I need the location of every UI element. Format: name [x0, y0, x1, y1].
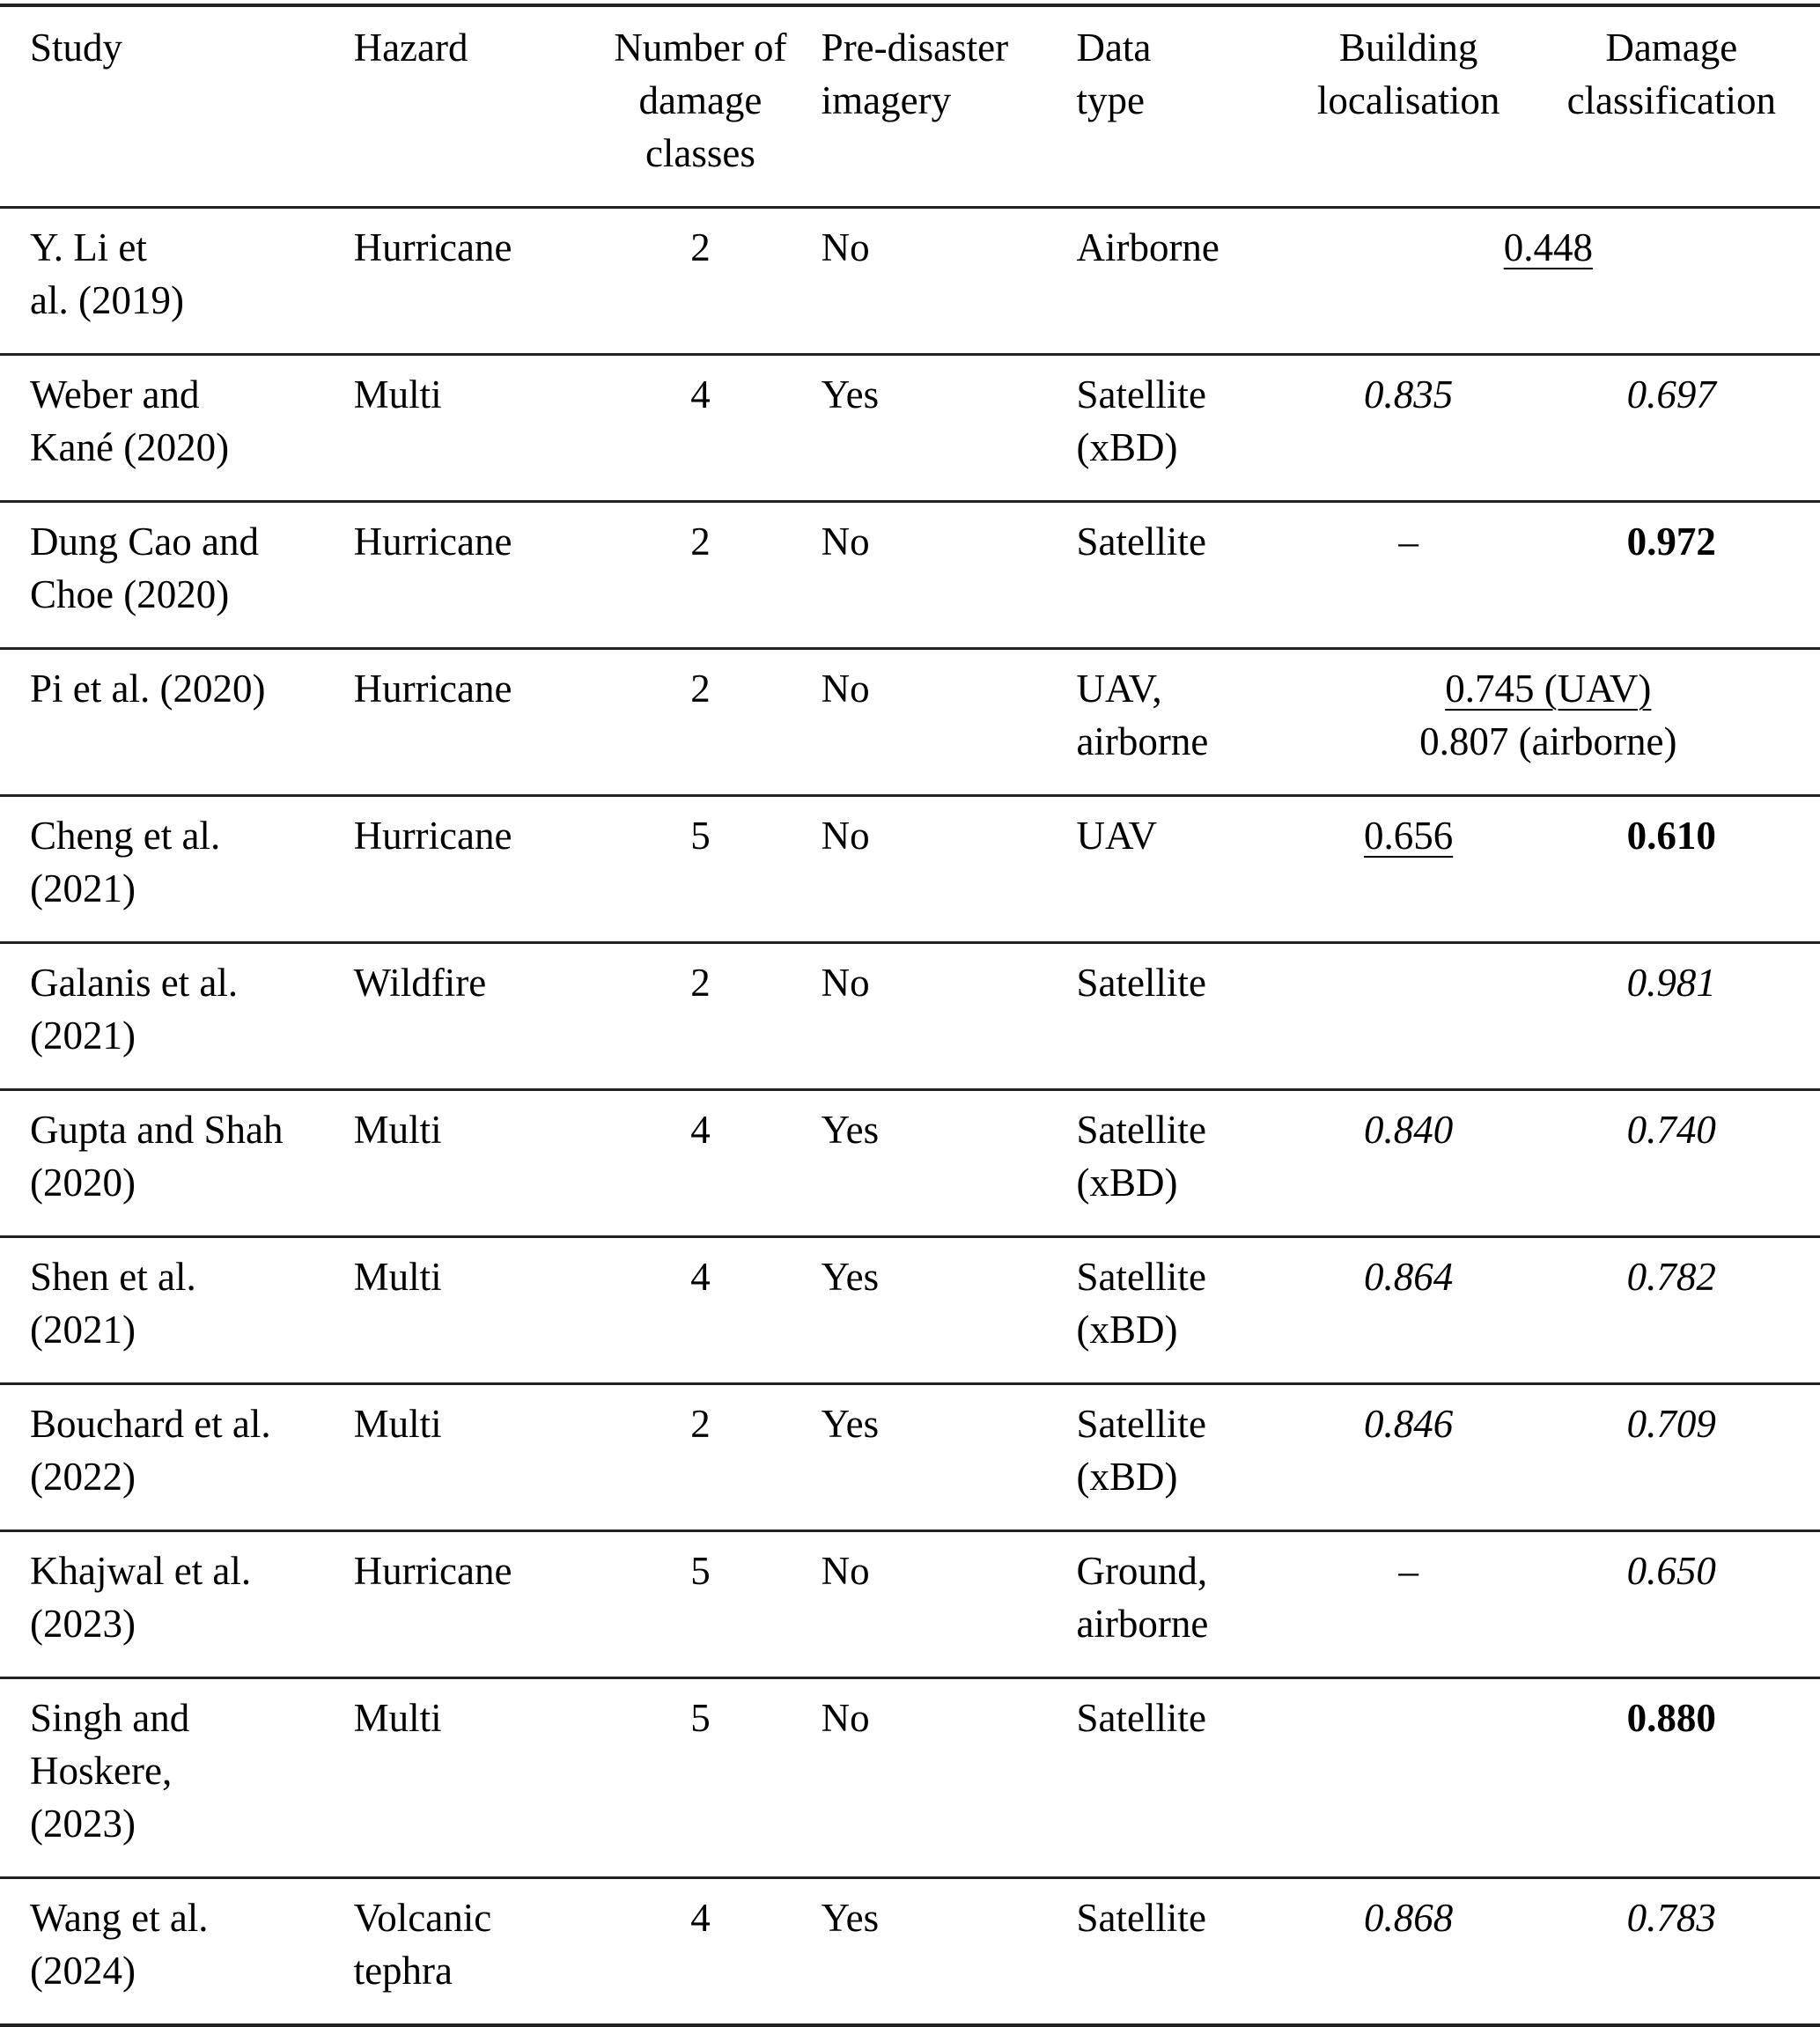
- cell-num-classes-text: 2: [690, 520, 711, 564]
- cell-num-classes: [579, 649, 821, 796]
- cell-study-text: Singh and: [30, 1696, 190, 1740]
- cell-data-type-text: Satellite: [1076, 961, 1206, 1005]
- cell-pre-disaster: [822, 355, 1077, 502]
- cell-hazard: [354, 943, 580, 1090]
- cell-pre-disaster-text: Yes: [821, 1255, 880, 1299]
- cell-building-localisation: [1277, 1384, 1541, 1531]
- cell-study-text: Pi et al. (2020): [30, 667, 266, 711]
- cell-hazard-text: Multi: [353, 372, 442, 416]
- cell-pre-disaster-text: No: [821, 1696, 870, 1740]
- cell-damage-classification: [1541, 502, 1820, 649]
- cell-building-localisation: [1277, 1090, 1541, 1237]
- cell-num-classes: [579, 1678, 821, 1878]
- cell-damage-classification-value: 0.783: [1626, 1896, 1716, 1940]
- cell-pre-disaster-text: No: [821, 520, 870, 564]
- header-num-classes-line: damage: [638, 78, 763, 122]
- cell-num-classes: [579, 943, 821, 1090]
- cell-study-text: Choe (2020): [30, 572, 230, 616]
- cell-hazard: [354, 1237, 580, 1384]
- cell-hazard: [354, 1384, 580, 1531]
- cell-building-localisation: [1277, 796, 1541, 943]
- cell-damage-classification-value: 0.880: [1626, 1696, 1716, 1740]
- cell-study-text: (2020): [30, 1161, 136, 1205]
- table-row: [0, 1237, 1820, 1384]
- header-num-classes-line: Number of: [614, 26, 787, 70]
- cell-pre-disaster: [822, 1384, 1077, 1531]
- cell-combined-score: [1277, 649, 1820, 796]
- cell-damage-classification: [1541, 1090, 1820, 1237]
- table-row: [0, 1090, 1820, 1237]
- cell-num-classes: [579, 1384, 821, 1531]
- cell-study-text: (2023): [30, 1602, 136, 1646]
- cell-data-type-text: Satellite: [1076, 372, 1206, 416]
- cell-data-type-text: Satellite: [1076, 520, 1206, 564]
- cell-study-text: Hoskere,: [30, 1749, 173, 1793]
- cell-damage-classification: [1541, 943, 1820, 1090]
- header-data-line: Data: [1076, 26, 1152, 70]
- cell-data-type-text: (xBD): [1076, 425, 1178, 469]
- cell-data-type: [1076, 355, 1276, 502]
- header-study: [0, 5, 354, 208]
- cell-num-classes: [579, 502, 821, 649]
- cell-pre-disaster-text: Yes: [821, 1108, 880, 1152]
- combined-score-value: 0.448: [1503, 225, 1593, 269]
- cell-building-localisation-value: 0.835: [1363, 372, 1454, 416]
- cell-study-text: Bouchard et al.: [30, 1402, 271, 1446]
- cell-pre-disaster: [822, 943, 1077, 1090]
- comparison-table: [0, 4, 1820, 2027]
- header-row: [0, 5, 1820, 208]
- cell-num-classes-text: 2: [690, 1402, 711, 1446]
- header-pre-line: Pre-disaster: [821, 26, 1009, 70]
- header-pre-disaster: [822, 5, 1077, 208]
- cell-study-text: Wang et al.: [30, 1896, 209, 1940]
- cell-damage-classification: [1541, 1237, 1820, 1384]
- cell-study: [0, 649, 354, 796]
- cell-building-localisation: [1277, 1531, 1541, 1678]
- cell-pre-disaster-text: No: [821, 667, 870, 711]
- cell-study-text: Y. Li et: [30, 225, 147, 269]
- cell-building-localisation: [1277, 1878, 1541, 2026]
- cell-pre-disaster-text: Yes: [821, 372, 880, 416]
- cell-damage-classification-value: 0.610: [1626, 814, 1716, 858]
- cell-hazard-text: tephra: [353, 1949, 453, 1993]
- cell-pre-disaster: [822, 1531, 1077, 1678]
- cell-hazard: [354, 1090, 580, 1237]
- cell-hazard: [354, 1531, 580, 1678]
- cell-hazard: [354, 649, 580, 796]
- header-hazard: [354, 5, 580, 208]
- cell-study-text: (2021): [30, 866, 136, 910]
- cell-hazard: [354, 208, 580, 355]
- table-row: [0, 208, 1820, 355]
- header-pre-line: imagery: [821, 78, 952, 122]
- cell-damage-classification: [1541, 1878, 1820, 2026]
- cell-num-classes-text: 5: [690, 814, 711, 858]
- cell-data-type: [1076, 1531, 1276, 1678]
- cell-data-type-text: Satellite: [1076, 1255, 1206, 1299]
- cell-building-localisation-value: 0.840: [1363, 1108, 1454, 1152]
- cell-num-classes-text: 2: [690, 667, 711, 711]
- table-row: [0, 1531, 1820, 1678]
- cell-num-classes-text: 4: [690, 1108, 711, 1152]
- header-bld-line: localisation: [1316, 78, 1500, 122]
- cell-hazard-text: Wildfire: [353, 961, 487, 1005]
- header-study-label: Study: [30, 26, 123, 70]
- cell-building-localisation-value: 0.656: [1363, 814, 1454, 858]
- cell-num-classes-text: 2: [690, 225, 711, 269]
- cell-damage-classification: [1541, 355, 1820, 502]
- cell-data-type-text: Ground,: [1076, 1549, 1208, 1593]
- table-row: [0, 1878, 1820, 2026]
- cell-damage-classification: [1541, 1384, 1820, 1531]
- cell-num-classes: [579, 1090, 821, 1237]
- cell-building-localisation-value: 0.846: [1363, 1402, 1454, 1446]
- cell-study: [0, 1090, 354, 1237]
- cell-study-text: Gupta and Shah: [30, 1108, 284, 1152]
- cell-study: [0, 1237, 354, 1384]
- cell-data-type: [1076, 1678, 1276, 1878]
- cell-damage-classification-value: 0.740: [1626, 1108, 1716, 1152]
- header-num-classes: [579, 5, 821, 208]
- cell-data-type-text: (xBD): [1076, 1161, 1178, 1205]
- cell-study-text: Weber and: [30, 372, 200, 416]
- cell-damage-classification: [1541, 1531, 1820, 1678]
- cell-pre-disaster: [822, 1237, 1077, 1384]
- cell-pre-disaster: [822, 502, 1077, 649]
- cell-data-type: [1076, 208, 1276, 355]
- cell-hazard: [354, 1678, 580, 1878]
- cell-study: [0, 1878, 354, 2026]
- cell-building-localisation-value: –: [1398, 520, 1418, 564]
- cell-data-type: [1076, 1878, 1276, 2026]
- cell-damage-classification-value: 0.782: [1626, 1255, 1716, 1299]
- cell-building-localisation: [1277, 355, 1541, 502]
- cell-study-text: Cheng et al.: [30, 814, 221, 858]
- cell-data-type-text: Satellite: [1076, 1696, 1206, 1740]
- cell-num-classes-text: 4: [690, 1896, 711, 1940]
- cell-hazard-text: Hurricane: [353, 667, 512, 711]
- cell-damage-classification-value: 0.972: [1626, 520, 1716, 564]
- header-damage-classification: [1541, 5, 1820, 208]
- header-dmg-line: Damage: [1605, 26, 1738, 70]
- cell-pre-disaster-text: No: [821, 814, 870, 858]
- cell-pre-disaster: [822, 1878, 1077, 2026]
- cell-data-type-text: airborne: [1076, 1602, 1209, 1646]
- cell-pre-disaster: [822, 1678, 1077, 1878]
- header-num-classes-line: classes: [645, 131, 755, 175]
- cell-data-type-text: Satellite: [1076, 1108, 1206, 1152]
- cell-damage-classification: [1541, 1678, 1820, 1878]
- cell-study-text: Dung Cao and: [30, 520, 259, 564]
- cell-hazard-text: Hurricane: [353, 1549, 512, 1593]
- cell-study: [0, 502, 354, 649]
- cell-damage-classification: [1541, 796, 1820, 943]
- cell-damage-classification-value: 0.709: [1626, 1402, 1716, 1446]
- table-body: [0, 208, 1820, 2026]
- cell-data-type: [1076, 1090, 1276, 1237]
- cell-study: [0, 943, 354, 1090]
- cell-data-type-text: Satellite: [1076, 1896, 1206, 1940]
- cell-study: [0, 1678, 354, 1878]
- cell-data-type: [1076, 649, 1276, 796]
- cell-data-type: [1076, 1384, 1276, 1531]
- cell-pre-disaster-text: No: [821, 1549, 870, 1593]
- cell-damage-classification-value: 0.981: [1626, 961, 1716, 1005]
- cell-pre-disaster-text: No: [821, 961, 870, 1005]
- cell-building-localisation: [1277, 502, 1541, 649]
- cell-hazard-text: Multi: [353, 1108, 442, 1152]
- cell-study-text: (2021): [30, 1308, 136, 1352]
- cell-damage-classification-value: 0.650: [1626, 1549, 1716, 1593]
- header-data-line: type: [1076, 78, 1145, 122]
- cell-hazard-text: Multi: [353, 1696, 442, 1740]
- cell-building-localisation-value: 0.864: [1363, 1255, 1454, 1299]
- cell-study: [0, 1384, 354, 1531]
- cell-data-type-text: airborne: [1076, 719, 1209, 763]
- table-row: [0, 502, 1820, 649]
- cell-data-type-text: Airborne: [1076, 225, 1219, 269]
- cell-num-classes-text: 2: [690, 961, 711, 1005]
- header-dmg-line: classification: [1566, 78, 1776, 122]
- cell-num-classes-text: 5: [690, 1549, 711, 1593]
- cell-building-localisation-value: 0.868: [1363, 1896, 1454, 1940]
- cell-hazard-text: Multi: [353, 1255, 442, 1299]
- header-data-type: [1076, 5, 1276, 208]
- cell-study-text: (2021): [30, 1014, 136, 1058]
- cell-data-type: [1076, 502, 1276, 649]
- cell-study: [0, 796, 354, 943]
- cell-study: [0, 208, 354, 355]
- cell-hazard-text: Hurricane: [353, 225, 512, 269]
- cell-num-classes: [579, 1878, 821, 2026]
- cell-hazard-text: Hurricane: [353, 520, 512, 564]
- cell-study-text: (2022): [30, 1455, 136, 1499]
- cell-pre-disaster: [822, 1090, 1077, 1237]
- cell-data-type: [1076, 943, 1276, 1090]
- table-row: [0, 1384, 1820, 1531]
- cell-hazard: [354, 502, 580, 649]
- cell-damage-classification-value: 0.697: [1626, 372, 1716, 416]
- combined-score-value: 0.745 (UAV): [1445, 667, 1652, 711]
- cell-study-text: Kané (2020): [30, 425, 230, 469]
- cell-num-classes: [579, 355, 821, 502]
- cell-num-classes: [579, 1237, 821, 1384]
- cell-study: [0, 355, 354, 502]
- cell-hazard: [354, 796, 580, 943]
- cell-num-classes-text: 5: [690, 1696, 711, 1740]
- header-hazard-label: Hazard: [353, 26, 468, 70]
- cell-hazard: [354, 355, 580, 502]
- cell-data-type-text: UAV,: [1076, 667, 1162, 711]
- cell-pre-disaster-text: Yes: [821, 1896, 880, 1940]
- cell-num-classes-text: 4: [690, 372, 711, 416]
- cell-num-classes-text: 4: [690, 1255, 711, 1299]
- cell-hazard-text: Multi: [353, 1402, 442, 1446]
- cell-num-classes: [579, 208, 821, 355]
- table-row: [0, 1678, 1820, 1878]
- cell-data-type-text: (xBD): [1076, 1455, 1178, 1499]
- cell-data-type-text: Satellite: [1076, 1402, 1206, 1446]
- cell-pre-disaster-text: Yes: [821, 1402, 880, 1446]
- cell-pre-disaster: [822, 208, 1077, 355]
- cell-pre-disaster: [822, 796, 1077, 943]
- cell-building-localisation: [1277, 1678, 1541, 1878]
- header-building-localisation: [1277, 5, 1541, 208]
- cell-building-localisation: [1277, 943, 1541, 1090]
- table-row: [0, 649, 1820, 796]
- cell-data-type: [1076, 796, 1276, 943]
- header-bld-line: Building: [1338, 26, 1478, 70]
- cell-data-type-text: (xBD): [1076, 1308, 1178, 1352]
- cell-data-type-text: UAV: [1076, 814, 1158, 858]
- cell-building-localisation: [1277, 1237, 1541, 1384]
- cell-study-text: (2023): [30, 1802, 136, 1846]
- cell-study-text: (2024): [30, 1949, 136, 1993]
- cell-num-classes: [579, 796, 821, 943]
- cell-hazard-text: Volcanic: [353, 1896, 492, 1940]
- cell-study-text: Galanis et al.: [30, 961, 239, 1005]
- cell-building-localisation-value: –: [1398, 1549, 1418, 1593]
- cell-num-classes: [579, 1531, 821, 1678]
- table-row: [0, 796, 1820, 943]
- cell-study-text: Shen et al.: [30, 1255, 196, 1299]
- table-row: [0, 355, 1820, 502]
- cell-study-text: al. (2019): [30, 278, 184, 322]
- cell-pre-disaster: [822, 649, 1077, 796]
- cell-data-type: [1076, 1237, 1276, 1384]
- cell-hazard-text: Hurricane: [353, 814, 512, 858]
- cell-pre-disaster-text: No: [821, 225, 870, 269]
- combined-score-value: 0.807 (airborne): [1419, 719, 1677, 763]
- cell-study: [0, 1531, 354, 1678]
- table-row: [0, 943, 1820, 1090]
- cell-study-text: Khajwal et al.: [30, 1549, 252, 1593]
- cell-hazard: [354, 1878, 580, 2026]
- cell-combined-score: [1277, 208, 1820, 355]
